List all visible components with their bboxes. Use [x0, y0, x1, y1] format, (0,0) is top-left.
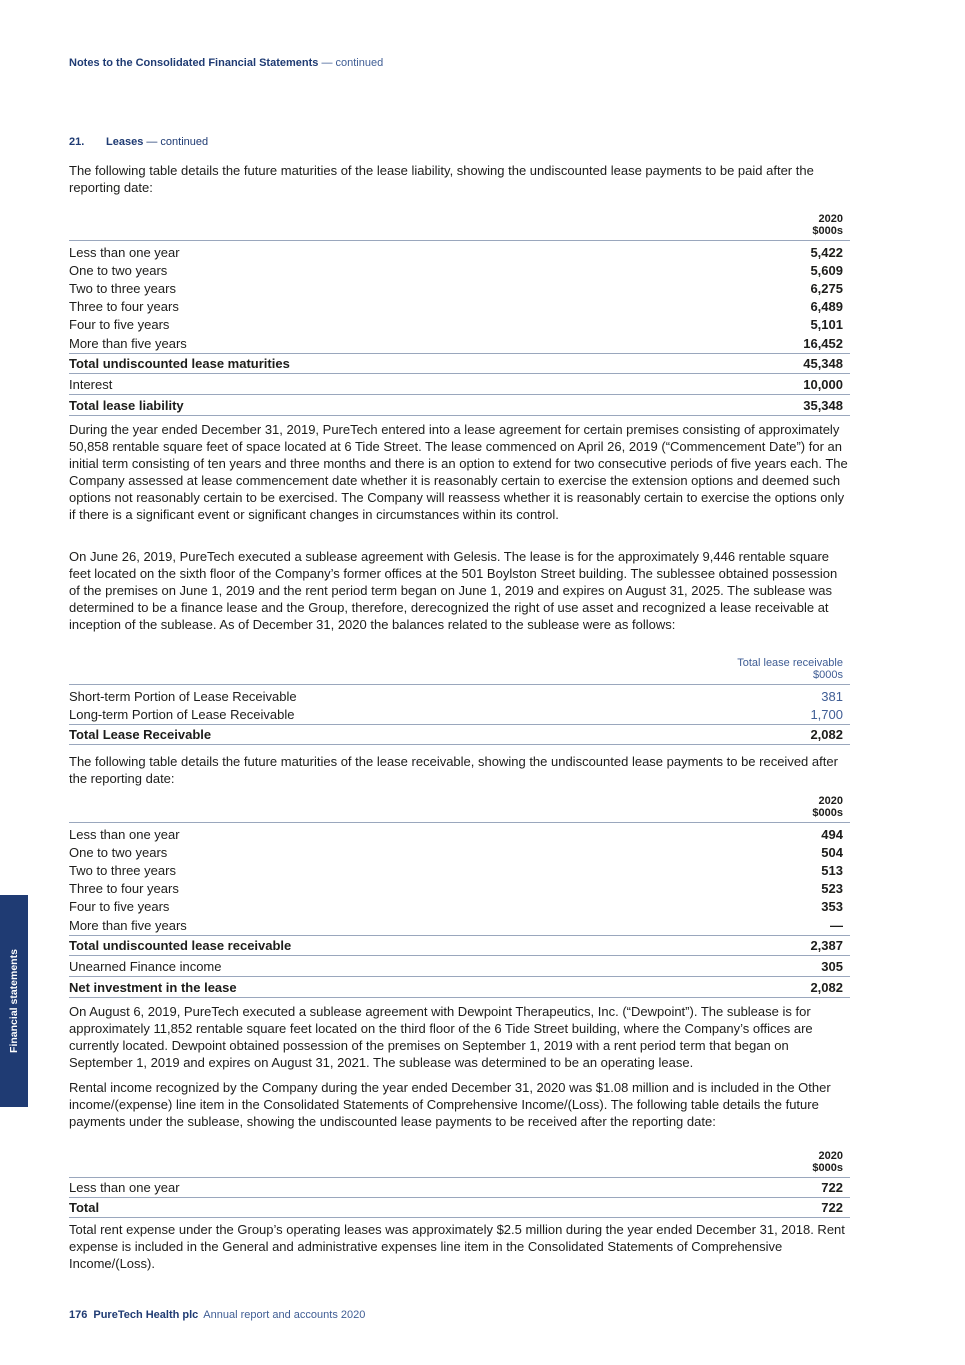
row-label: Long-term Portion of Lease Receivable	[69, 706, 295, 722]
sublease-payments-table	[69, 1150, 850, 1218]
row-value: 353	[821, 899, 843, 915]
interest-row	[69, 374, 850, 395]
row-label: More than five years	[69, 335, 187, 351]
table-row	[69, 243, 850, 261]
row-label: One to two years	[69, 262, 168, 278]
row-label: Total	[69, 1200, 100, 1216]
table-row	[69, 880, 850, 898]
row-value: 494	[821, 826, 843, 842]
row-value: 722	[821, 1200, 843, 1216]
row-value: 5,422	[810, 244, 843, 260]
row-label: Total Lease Receivable	[69, 727, 212, 743]
column-unit: $000s	[812, 1162, 843, 1174]
final-row	[69, 977, 850, 998]
paragraph-rent-expense: Total rent expense under the Group’s operating leases was approximately $2.5 million during the year ended December 31, 2018. Rent expense is included in the General and administrative expenses line item in the Consolidated Statements of Comprehensive Income/(Loss).	[69, 1222, 845, 1271]
row-value: 10,000	[803, 376, 843, 392]
page-number: 176	[69, 1309, 88, 1321]
row-label: Less than one year	[69, 1179, 180, 1195]
column-unit: $000s	[813, 669, 843, 681]
row-label: Interest	[69, 376, 113, 392]
row-label: Unearned Finance income	[69, 958, 222, 974]
table-row	[69, 334, 850, 352]
final-row	[69, 395, 850, 416]
running-header	[69, 57, 383, 69]
header-suffix: — continued	[321, 57, 384, 69]
report-title: Annual report and accounts 2020	[203, 1309, 366, 1321]
row-label: Four to five years	[69, 899, 170, 915]
row-value: 381	[821, 688, 843, 704]
row-label: Four to five years	[69, 317, 170, 333]
total-row	[69, 724, 850, 745]
column-header	[69, 795, 850, 823]
paragraph-tide-street-lease: During the year ended December 31, 2019, PureTech entered into a lease agreement for certain premises consisting of approximately 50,858 rentable square feet of space located at 6 Tide Street. The lease commenced on April 26, 2019 (“Commencement Date”) for an initial term consisting of ten years and three months and there is an option to extend for two consecutive periods of five years each. The Company assessed at lease commencement date whether it is reasonably certain to exercise the extension options and deemed such options not reasonably certain to be exercised. The Company will reassess whether it is reasonably certain to exercise the options only if there is a significant event or significant changes in circumstances within its control.	[69, 422, 848, 522]
row-value: 722	[821, 1179, 843, 1195]
table-row	[69, 1178, 850, 1196]
row-label: One to two years	[69, 844, 168, 860]
column-title: Total lease receivable	[737, 657, 843, 669]
table-row	[69, 843, 850, 861]
row-value: 35,348	[803, 397, 843, 413]
row-label: Short-term Portion of Lease Receivable	[69, 688, 297, 704]
table-row	[69, 898, 850, 916]
row-label: Total undiscounted lease receivable	[69, 938, 292, 954]
row-value: 1,700	[810, 706, 843, 722]
paragraph-gelesis-sublease: On June 26, 2019, PureTech executed a sublease agreement with Gelesis. The lease is for the approximately 9,446 rentable square feet located on the sixth floor of the Company’s former offices at the 501 Boylston Street building. The sublessee obtained possession of the premises on June 1, 2019 and the rent period term began on June 1, 2019 and expires on August 31, 2025. The sublease was determined to be a finance lease and the Group, therefore, derecognized the right of use asset and recognized a lease receivable at inception of the sublease. As of December 31, 2020 the balances related to the sublease were as follows:	[69, 549, 838, 632]
paragraph-rental-income: Rental income recognized by the Company during the year ended December 31, 2020 was $1.08 million and is included in the Other income/(expense) line item in the Consolidated Statements of Comprehensive Income/(Loss). The following table details the future payments under the sublease, showing the undiscounted lease payments to be received after the reporting date:	[69, 1080, 831, 1129]
row-value: 523	[821, 881, 843, 897]
row-value: 2,082	[810, 979, 843, 995]
row-label: Three to four years	[69, 299, 179, 315]
table-row	[69, 279, 850, 297]
table-row	[69, 298, 850, 316]
section-side-tab	[0, 895, 28, 1107]
row-value: 45,348	[803, 356, 843, 372]
row-label: Three to four years	[69, 881, 179, 897]
paragraph-dewpoint-sublease: On August 6, 2019, PureTech executed a sublease agreement with Dewpoint Therapeutics, Inc. (“Dewpoint”). The sublease is for approximately 11,852 rentable square feet located on the third floor of the 6 Tide Street building, where the Company’s offices are currently located. Dewpoint obtained possession of the premises on September 1, 2019 with a rent period term that began on September 1, 2019 and expires on August 31, 2021. The sublease was determined to be an operating lease.	[69, 1004, 813, 1070]
section-number: 21.	[69, 136, 85, 148]
column-year: 2020	[818, 795, 843, 807]
column-header	[69, 657, 850, 685]
column-unit: $000s	[812, 807, 843, 819]
paragraph-intro-receivable: The following table details the future maturities of the lease receivable, showing the undiscounted lease payments to be received after the reporting date:	[69, 754, 838, 786]
column-header	[69, 1150, 850, 1178]
page-footer	[69, 1309, 365, 1321]
row-label: More than five years	[69, 917, 187, 933]
table-row	[69, 687, 850, 705]
unearned-row	[69, 956, 850, 977]
row-label: Total lease liability	[69, 397, 184, 413]
row-value: 5,101	[810, 317, 843, 333]
row-label: Total undiscounted lease maturities	[69, 356, 290, 372]
row-label: Two to three years	[69, 280, 176, 296]
table-row	[69, 861, 850, 879]
total-row	[69, 353, 850, 374]
row-value: 513	[821, 862, 843, 878]
header-title: Notes to the Consolidated Financial Statements	[69, 57, 319, 69]
section-title: Leases	[106, 136, 144, 148]
row-value: 16,452	[803, 335, 843, 351]
row-value: 6,275	[810, 280, 843, 296]
section-heading	[69, 136, 208, 148]
total-row	[69, 935, 850, 956]
total-row	[69, 1197, 850, 1218]
column-unit: $000s	[812, 225, 843, 237]
lease-liability-table	[69, 213, 850, 416]
column-header	[69, 213, 850, 241]
row-label: Less than one year	[69, 244, 180, 260]
company-name: PureTech Health plc	[93, 1309, 199, 1321]
table-row	[69, 916, 850, 934]
column-year: 2020	[818, 213, 843, 225]
side-tab-label: Financial statements	[8, 949, 20, 1053]
lease-receivable-maturities-table	[69, 795, 850, 998]
row-value: 305	[821, 958, 843, 974]
table-row	[69, 261, 850, 279]
row-value: 504	[821, 844, 843, 860]
column-year: 2020	[818, 1150, 843, 1162]
row-label: Net investment in the lease	[69, 979, 237, 995]
row-value: 2,082	[810, 727, 843, 743]
row-value: —	[830, 917, 843, 933]
table-row	[69, 825, 850, 843]
table-row	[69, 316, 850, 334]
section-suffix: — continued	[146, 136, 209, 148]
paragraph-intro-liability: The following table details the future maturities of the lease liability, showing the undiscounted lease payments to be paid after the reporting date:	[69, 163, 814, 195]
row-label: Less than one year	[69, 826, 180, 842]
row-value: 6,489	[810, 299, 843, 315]
lease-receivable-balance-table	[69, 657, 850, 745]
row-label: Two to three years	[69, 862, 176, 878]
row-value: 5,609	[810, 262, 843, 278]
table-row	[69, 705, 850, 723]
row-value: 2,387	[810, 938, 843, 954]
